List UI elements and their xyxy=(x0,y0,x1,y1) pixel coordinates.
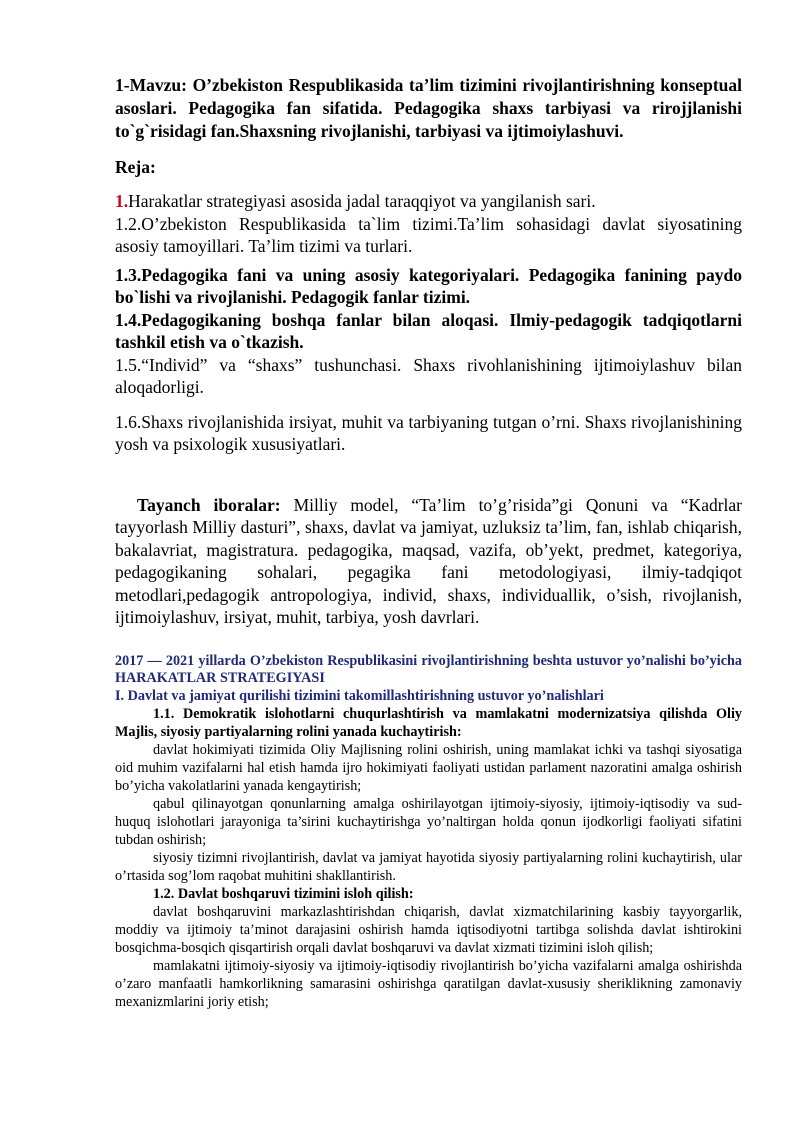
plan-item-2: 1.2.O’zbekiston Respublikasida ta`lim tizimi.Ta’lim sohasidagi davlat siyosatining asosiy tamoyillari. Ta’lim tizimi va turlari. xyxy=(115,213,742,256)
plan-item-5: 1.5.“Individ” va “shaxs” tushunchasi. Shaxs rivohlanishining ijtimoiylashuv bilan aloqadorligi. xyxy=(115,354,742,397)
strategy-paragraph-4: davlat boshqaruvini markazlashtirishdan chiqarish, davlat xizmatchilarining kasbiy tayyorgarlik, moddiy va ijtimoiy ta’minot darajasini oshirish hamda iqtisodiyotni tartibga solishda davlat ishtirokini bosqichma-bosqich qisqartirish orqali davlat boshqaruvi va davlat xizmati tizimini isloh qilish; xyxy=(115,904,742,956)
strategy-paragraph-1: davlat hokimiyati tizimida Oliy Majlisning rolini oshirish, uning mamlakat ichki va tashqi siyosatiga oid muhim vazifalarni hal etish hamda ijro hokimiyati faoliyati ustidan parlament nazoratini amalga oshirish bo’yicha vakolatlarini yanada kengaytirish; xyxy=(115,742,742,794)
lesson-title: 1-Mavzu: O’zbekiston Respublikasida ta’lim tizimini rivojlantirishning konseptual asoslari. Pedagogika fan sifatida. Pedagogika shaxs tarbiyasi va rirojjlanishi to`g`risidagi fan.Shaxsning rivojlanishi, tarbiyasi va ijtimoiylashuvi. xyxy=(115,75,742,141)
strategy-paragraph-5: mamlakatni ijtimoiy-siyosiy va ijtimoiy-iqtisodiy rivojlantirish bo’yicha vazifalarni amalga oshirishda o’zaro manfaatli hamkorlikning samarasini oshirishga qaratilgan davlat-xususiy sheriklikning zamonaviy mexanizmlarini joriy etish; xyxy=(115,958,742,1010)
plan-item-1 xyxy=(115,190,742,213)
keywords-text: Milliy model, “Ta’lim to’g’risida”gi Qonuni va “Kadrlar tayyorlash Milliy dasturi”, shaxs, davlat va jamiyat, uzluksiz ta’lim, fan, ishlab chiqarish, bakalavriat, magistratura. pedagogika, maqsad, vazifa, ob’yekt, predmet, kategoriya, pedagogikaning sohalari, pegagika fani metodologiyasi, ilmiy-tadqiqot metodlari,pedagogik antropologiya, individ, shaxs, individuallik, o’sish, rivojlanish, ijtimoiylashuv, irsiyat, muhit, tarbiya, yosh davrlari. xyxy=(115,494,743,627)
plan-item-6: 1.6.Shaxs rivojlanishida irsiyat, muhit va tarbiyaning tutgan o’rni. Shaxs rivojlanishining yosh va psixologik xususiyatlari. xyxy=(115,411,742,454)
plan-item-1-number: 1. xyxy=(115,191,129,211)
strategy-paragraph-2: qabul qilinayotgan qonunlarning amalga oshirilayotgan ijtimoiy-siyosiy, ijtimoiy-iqtisodiy va sud-huquq islohotlari jarayoniga ta’sirini kuchaytirishga yo’naltirgan holda qonun ijodkorligi faoliyati sifatini tubdan oshirish; xyxy=(115,796,742,848)
keywords-label: Tayanch iboralar: xyxy=(137,494,281,515)
plan-item-1-text: Harakatlar strategiyasi asosida jadal taraqqiyot va yangilanish sari. xyxy=(128,191,596,211)
plan-label: Reja: xyxy=(115,157,156,177)
plan-item-4: 1.4.Pedagogikaning boshqa fanlar bilan aloqasi. Ilmiy-pedagogik tadqiqotlarni tashkil etish va o`tkazish. xyxy=(115,309,742,352)
strategy-heading: 2017 — 2021 yillarda O’zbekiston Respublikasini rivojlantirishning beshta ustuvor yo’nalishi bo’yicha HARAKATLAR STRATEGIYASI xyxy=(115,652,742,686)
keywords-paragraph xyxy=(115,494,742,629)
strategy-section-1: I. Davlat va jamiyat qurilishi tizimini takomillashtirishning ustuvor yo’nalishlari xyxy=(115,687,604,704)
subsection-1-2: 1.2. Davlat boshqaruvi tizimini isloh qilish: xyxy=(153,886,414,902)
document-page xyxy=(115,74,742,1011)
plan-item-3: 1.3.Pedagogika fani va uning asosiy kategoriyalari. Pedagogika fanining paydo bo`lishi va rivojlanishi. Pedagogik fanlar tizimi. xyxy=(115,264,742,307)
subsection-1-1: 1.1. Demokratik islohotlarni chuqurlashtirish va mamlakatni modernizatsiya qilishda Oliy Majlis, siyosiy partiyalarning rolini yanada kuchaytirish: xyxy=(115,706,742,740)
strategy-paragraph-3: siyosiy tizimni rivojlantirish, davlat va jamiyat hayotida siyosiy partiyalarning rolini kuchaytirish, ular o’rtasida sog’lom raqobat muhitini shakllantirish. xyxy=(115,850,742,884)
